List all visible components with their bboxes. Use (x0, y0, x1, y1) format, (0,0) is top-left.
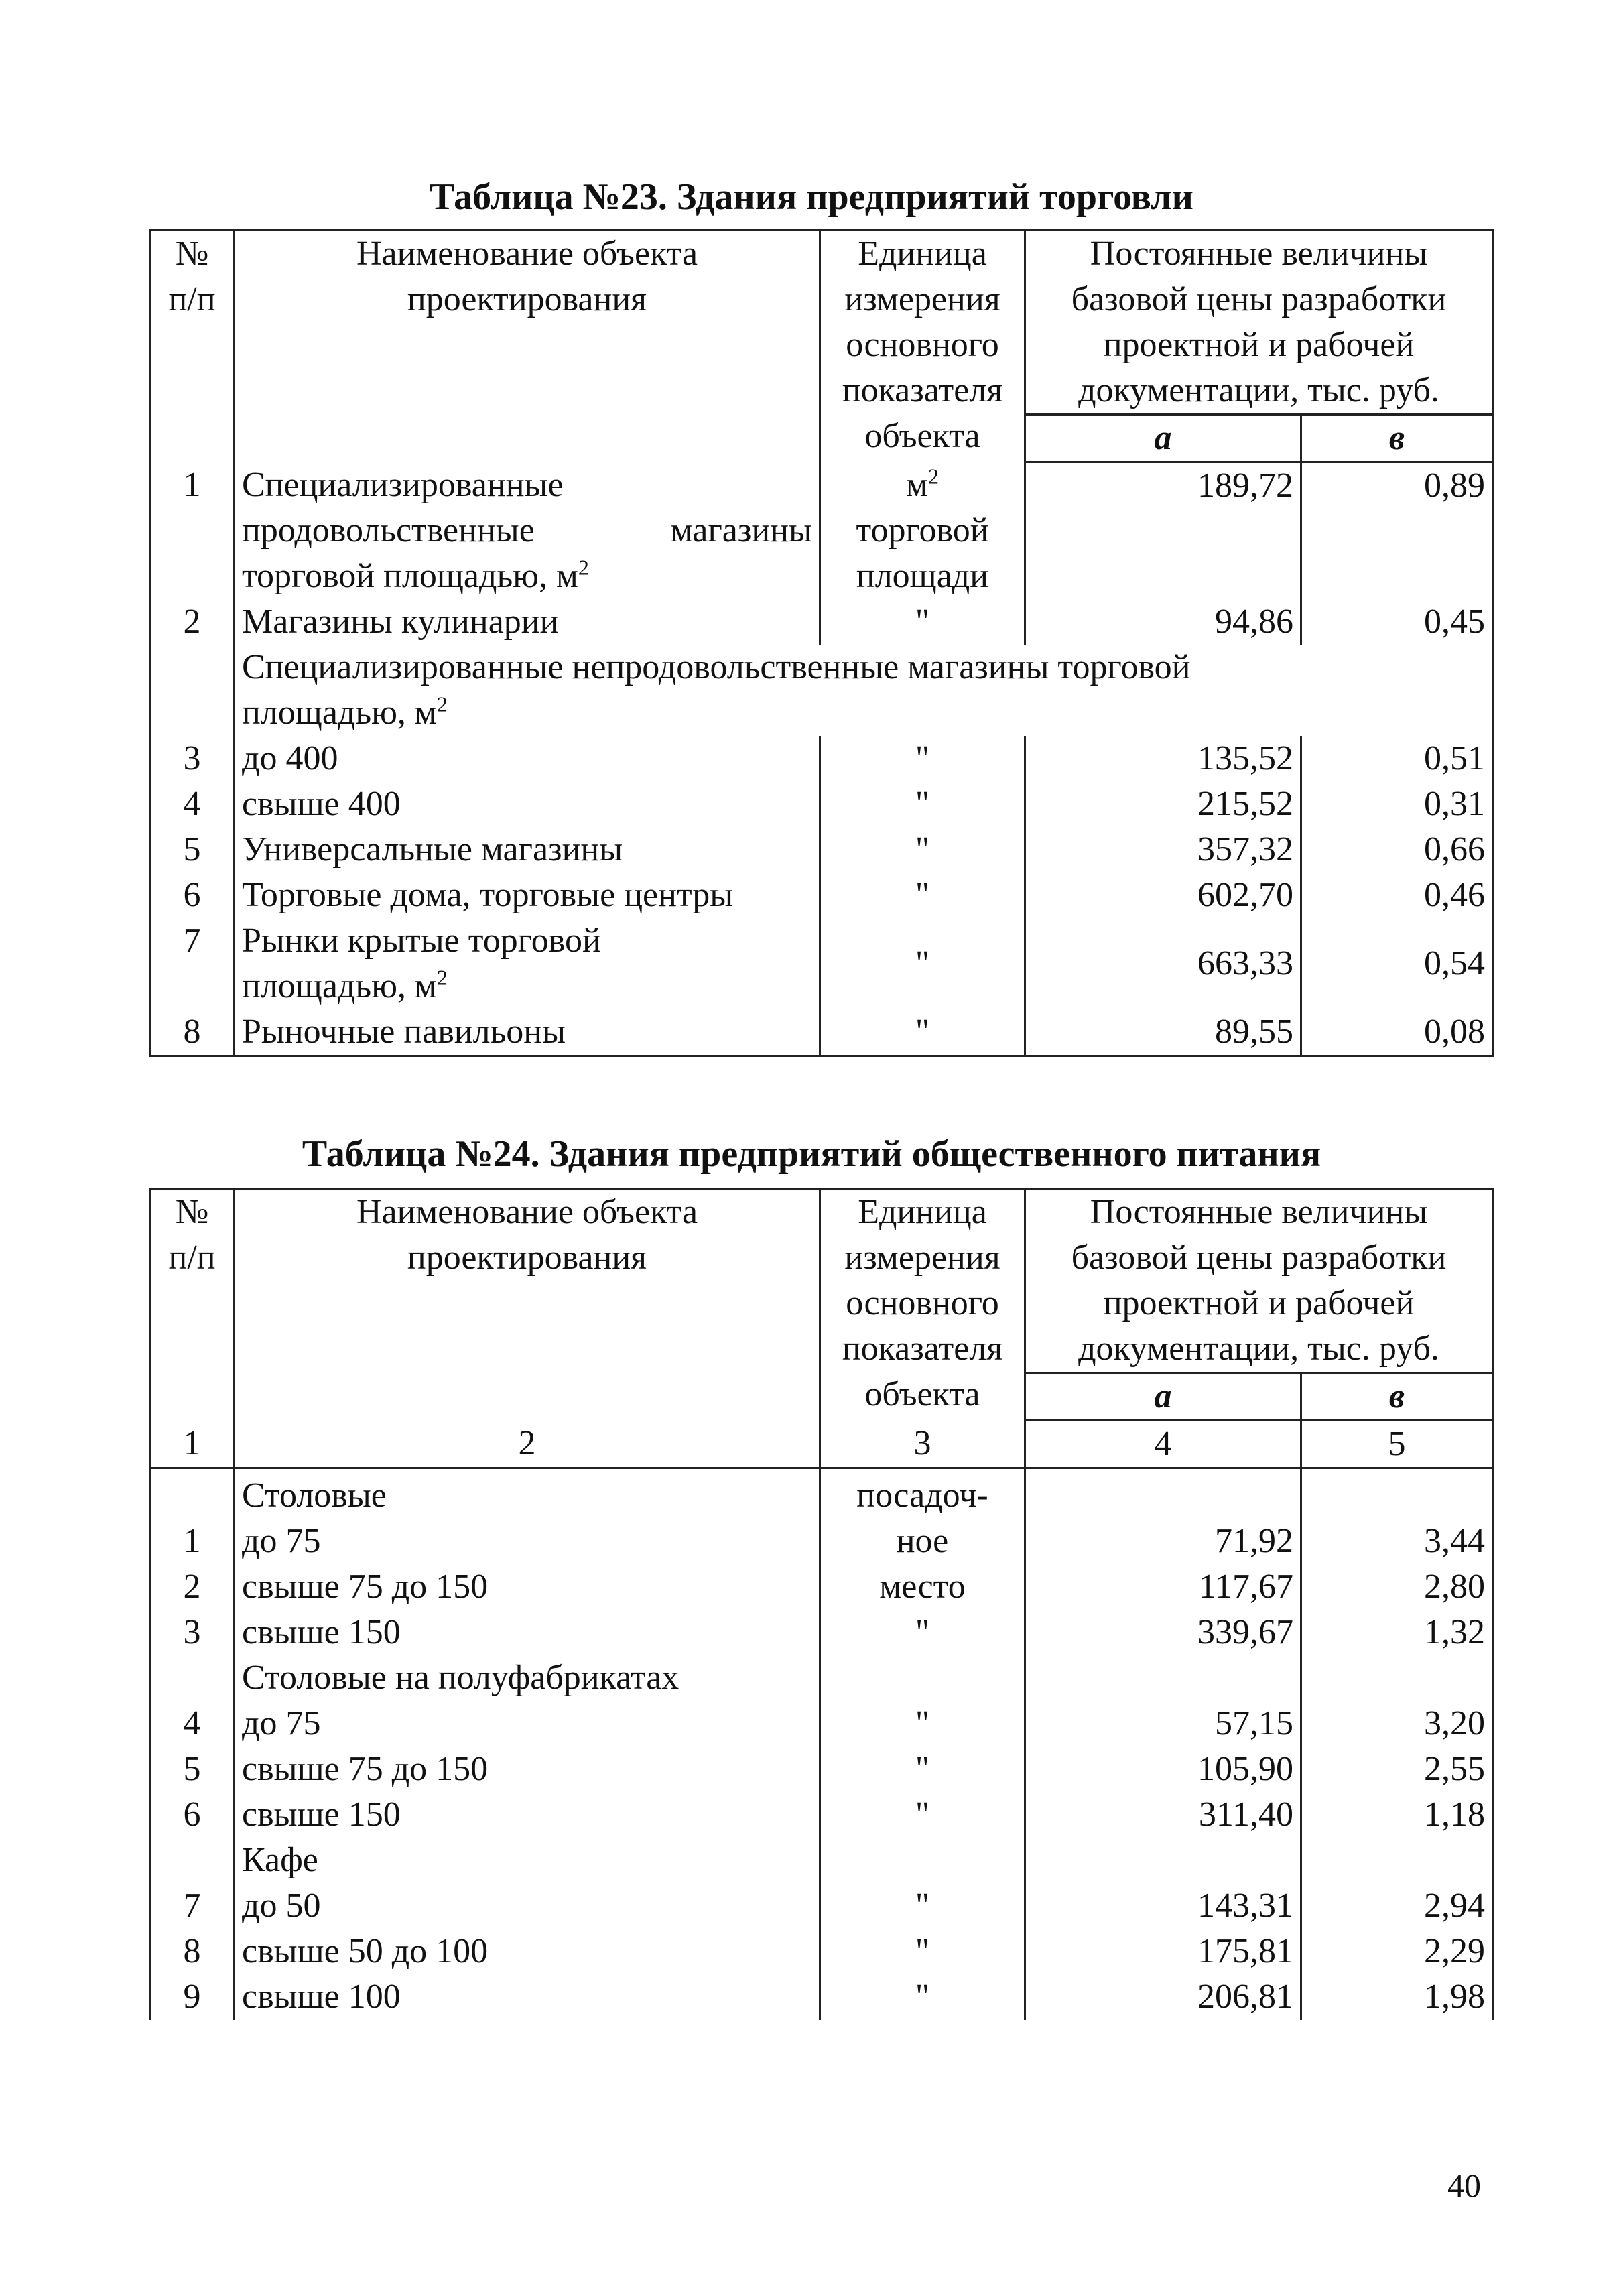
table-row: 8 Рыночные павильоны " 89,55 0,08 (150, 1009, 1493, 1056)
header-num: № п/п (150, 231, 235, 462)
table-row: 4 до 75 " 57,15 3,20 (150, 1701, 1493, 1746)
table-row: 5 свыше 75 до 150 " 105,90 2,55 (150, 1746, 1493, 1792)
table-row: 2 Магазины кулинарии " 94,86 0,45 (150, 599, 1493, 645)
table-row: 6 Торговые дома, торговые центры " 602,70 0,46 (150, 873, 1493, 918)
table-row: 7 Рынки крытые торговой площадью, $м^2$ " 663,33 0,54 (150, 918, 1493, 1009)
table-row: 8 свыше 50 до 100 " 175,81 2,29 (150, 1929, 1493, 1974)
page-number: 40 (1447, 2167, 1481, 2204)
header-a: а (1025, 1373, 1301, 1421)
table-row: Кафе (150, 1838, 1493, 1883)
row-unit: $м^2$ торговой площади (820, 462, 1025, 599)
table-row: 3 свыше 150 " 339,67 1,32 (150, 1610, 1493, 1655)
table-row: Столовые на полуфабрикатах (150, 1655, 1493, 1701)
table-24-title: Таблица №24. Здания предприятий общественного питания (302, 1133, 1321, 1175)
header-num: № п/п (150, 1189, 235, 1421)
header-price: Постоянные величины базовой цены разработки проектной и рабочей документации, тыс. руб. (1025, 1189, 1493, 1373)
table-row: 2 свыше 75 до 150 место 117,67 2,80 (150, 1564, 1493, 1610)
table-row: 3 до 400 " 135,52 0,51 (150, 736, 1493, 781)
row-name: Специализированные продовольственные магазины торговой площадью, $м^2$ (235, 462, 820, 599)
header-price: Постоянные величины базовой цены разработки проектной и рабочей документации, тыс. руб. (1025, 231, 1493, 415)
table-24 (149, 1188, 1494, 2020)
header-name: Наименование объекта проектирования (235, 1189, 820, 1421)
table-header-row (150, 1189, 1493, 1373)
table-row: 6 свыше 150 " 311,40 1,18 (150, 1792, 1493, 1838)
header-a: а (1025, 415, 1301, 462)
table-row: 1 до 75 ное 71,92 3,44 (150, 1519, 1493, 1564)
table-row: Столовые посадоч- (150, 1468, 1493, 1519)
header-name: Наименование объекта проектирования (235, 231, 820, 462)
table-row: 9 свыше 100 " 206,81 1,98 (150, 1974, 1493, 2020)
table-row: 4 свыше 400 " 215,52 0,31 (150, 781, 1493, 827)
header-unit: Единица измерения основного показателя объекта (820, 1189, 1025, 1421)
table-row: 7 до 50 " 143,31 2,94 (150, 1883, 1493, 1929)
table-row: 5 Универсальные магазины " 357,32 0,66 (150, 827, 1493, 873)
header-b: в (1301, 1373, 1493, 1421)
table-header-row (150, 231, 1493, 415)
column-number-row: 1 2 3 4 5 (150, 1421, 1493, 1468)
table-group-row (150, 645, 1493, 736)
table-23-title: Таблица №23. Здания предприятий торговли (430, 176, 1193, 218)
table-row: 1 Специализированные продовольственные магазины торговой площадью, $м^2$ $м^2$ торговой площади 189,72 0,89 (150, 462, 1493, 599)
header-unit: Единица измерения основного показателя объекта (820, 231, 1025, 462)
table-23 (149, 229, 1494, 1057)
header-b: в (1301, 415, 1493, 462)
group-heading: Специализированные непродовольственные магазины торговой площадью, $м^2$ (235, 645, 1493, 736)
